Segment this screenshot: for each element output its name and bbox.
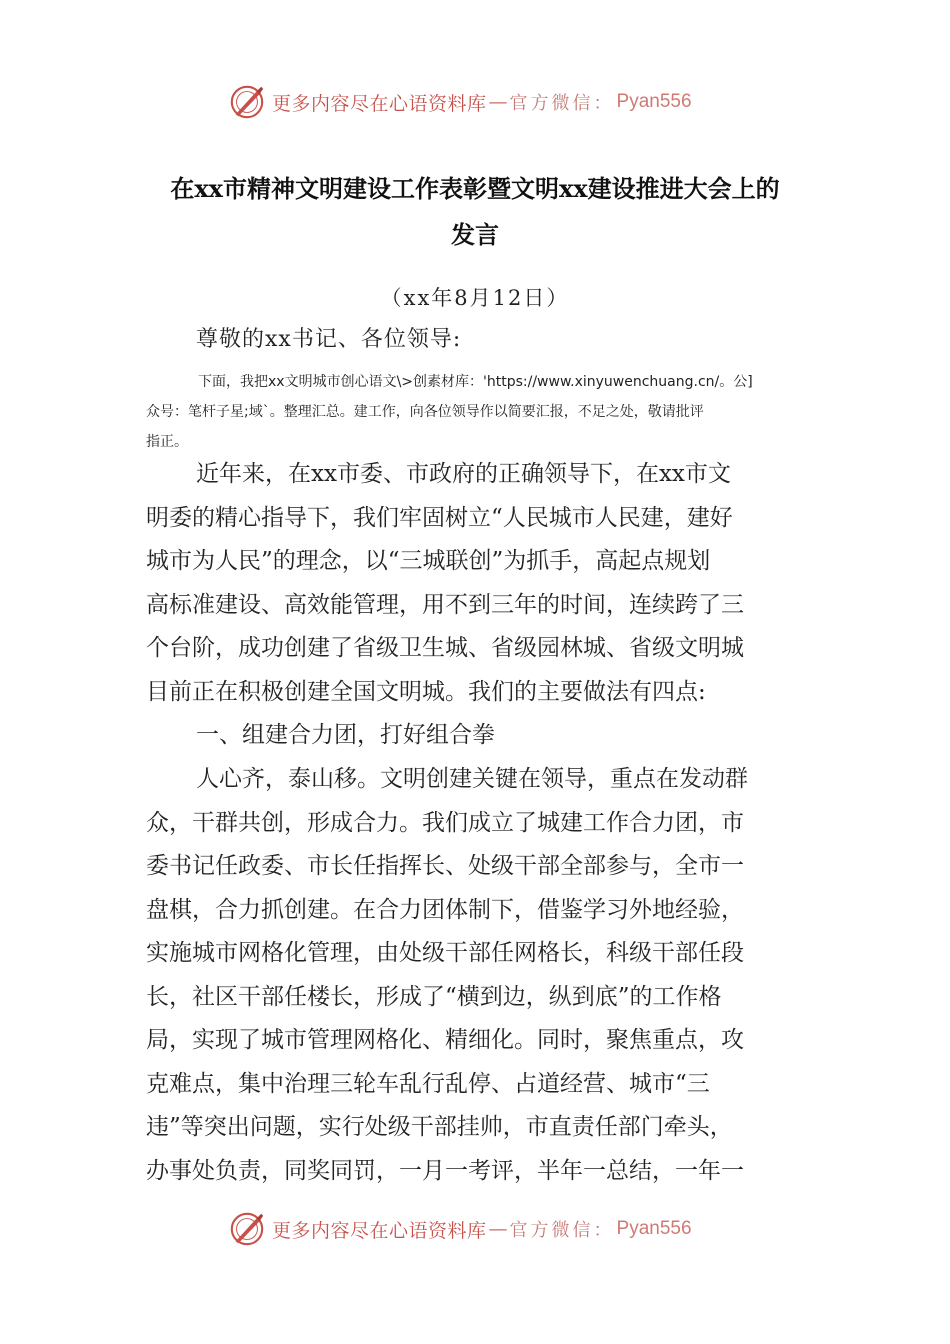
paragraph-line: 个台阶，成功创建了省级卫生城、省级园林城、省级文明城 <box>146 635 744 661</box>
header-banner <box>228 82 728 122</box>
heading-text: 一、组建合力团，打好组合拳 <box>196 722 495 748</box>
paragraph-section-1 <box>146 758 810 1193</box>
pen-logo-icon <box>228 1210 266 1248</box>
paragraph-line: 委书记任政委、市长任指挥长、处级干部全部参与，全市一 <box>146 853 744 879</box>
paragraph-line: 违”等突出问题，实行处级干部挂帅，市直责任部门牵头， <box>146 1114 733 1140</box>
note-line: 下面，我把xx文明城市创心语文\>创素材库：'https://www.xinyuwenchuang.cn/。公] <box>198 374 753 390</box>
paragraph-line: 实施城市网格化管理，由处级干部任网格长，科级干部任段 <box>146 940 744 966</box>
paragraph-line: 众，干群共创，形成合力。我们成立了城建工作合力团，市 <box>146 809 744 836</box>
intro-note <box>146 367 810 457</box>
title-line: 在xx市精神文明建设工作表彰暨文明xx建设推进大会上的 <box>170 174 780 203</box>
paragraph-line: 城市为人民”的理念，以“三城联创”为抓手，高起点规划 <box>146 548 711 574</box>
paragraph-line: 局，实现了城市管理网格化、精细化。同时，聚焦重点，攻 <box>146 1027 744 1053</box>
title-line: 发言 <box>451 220 499 249</box>
note-line: 众号：笔杆子星;域`。整理汇总。建工作，向各位领导作以简要汇报，不足之处，敬请批评 <box>146 404 704 420</box>
banner-text: 更多内容尽在心语资料库 <box>272 92 487 115</box>
paragraph-line: 近年来，在xx市委、市政府的正确领导下，在xx市文 <box>196 461 731 487</box>
paragraph-intro <box>146 453 810 714</box>
banner-text: 更多内容尽在心语资料库 <box>272 1219 487 1242</box>
banner-wechat-label: 官方微信： <box>509 93 615 114</box>
paragraph-line: 高标准建设、高效能管理，用不到三年的时间，连续跨了三 <box>146 591 744 618</box>
banner-wechat-id: Pyan556 <box>616 91 692 112</box>
document-date: （xx年8月12日） <box>380 286 570 310</box>
note-line: 指正。 <box>146 434 188 450</box>
banner-separator: — <box>488 1218 508 1240</box>
section-heading-1 <box>146 714 810 758</box>
banner-wechat-label: 官方微信： <box>509 1220 615 1241</box>
banner-separator: — <box>488 91 508 113</box>
footer-banner <box>228 1209 728 1249</box>
banner-wechat-id: Pyan556 <box>616 1218 692 1239</box>
paragraph-line: 明委的精心指导下，我们牢固树立“人民城市人民建，建好 <box>146 504 733 531</box>
paragraph-line: 克难点，集中治理三轮车乱行乱停、占道经营、城市“三 <box>146 1070 710 1097</box>
paragraph-line: 办事处负责，同奖同罚，一月一考评，半年一总结，一年一 <box>146 1157 744 1184</box>
pen-logo-icon <box>228 83 266 121</box>
paragraph-line: 盘棋，合力抓创建。在合力团体制下，借鉴学习外地经验， <box>146 896 744 923</box>
salutation: 尊敬的xx书记、各位领导: <box>196 327 462 352</box>
paragraph-line: 目前正在积极创建全国文明城。我们的主要做法有四点: <box>146 678 706 705</box>
paragraph-line: 人心齐，泰山移。文明创建关键在领导，重点在发动群 <box>196 766 748 792</box>
document-title <box>140 166 810 258</box>
paragraph-line: 长，社区干部任楼长，形成了“横到边，纵到底”的工作格 <box>146 983 722 1010</box>
